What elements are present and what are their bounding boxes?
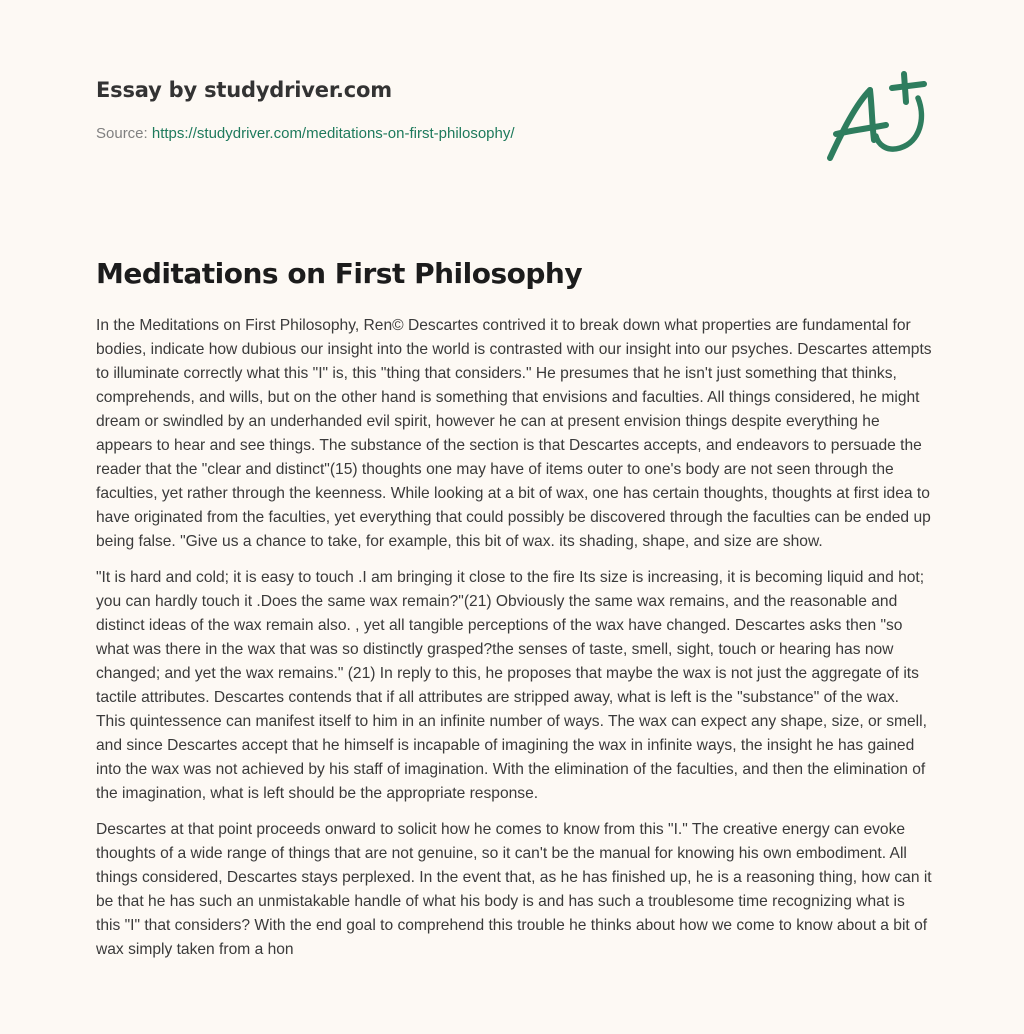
essay-paragraph: "It is hard and cold; it is easy to touch .I am bringing it close to the fire Its size is increasing, it is becoming liquid and hot; you can hardly touch it .Does the same wax remain?"(21) Obviously the same wax remains, and the reasonable and distinct ideas of the wax remain also. , yet all tangible perceptions of the wax have changed. Descartes asks then "so what was there in the wax that was so distinctly grasped?the senses of taste, smell, sight, touch or hearing has now changed; and yet the wax remains." (21) In reply to this, he proposes that maybe the wax is not just the aggregate of its tactile attributes. Descartes contends that if all attributes are stripped away, what is left is the "substance" of the wax. This quintessence can manifest itself to him in an infinite number of ways. The wax can expect any shape, size, or smell, and since Descartes accept that he himself is incapable of imagining the wax in infinite ways, the insight he has gained into the wax was not achieved by his staff of imagination. With the elimination of the faculties, and then the elimination of the imagination, what is left should be the appropriate response. [96,569,927,802]
essay-paragraph: Descartes at that point proceeds onward to solicit how he comes to know from this "I." The creative energy can evoke thoughts of a wide range of things that are not genuine, so it can't be the manual for knowing his own embodiment. All things considered, Descartes stays perplexed. In the event that, as he has finished up, he is a reasoning thing, how can it be that he has such an unmistakable handle of what his body is and has such a troublesome time recognizing what is this "I" that considers? With the end goal to comprehend this trouble he thinks about how we come to know about a bit of wax simply taken from a hon [96,821,932,958]
site-title: Essay by studydriver.com [96,78,392,102]
source-label: Source: [96,125,148,142]
essay-header [96,76,796,144]
a-plus-grade-icon [820,62,930,172]
essay-title: Meditations on First Philosophy [96,257,583,290]
source-line [96,124,796,144]
source-link[interactable]: https://studydriver.com/meditations-on-first-philosophy/ [151,125,515,142]
essay-body [96,314,932,974]
essay-paragraph: In the Meditations on First Philosophy, Ren© Descartes contrived it to break down what properties are fundamental for bodies, indicate how dubious our insight into the world is contrasted with our insight into our psyches. Descartes attempts to illuminate correctly what this "I" is, this "thing that considers." He presumes that he isn't just something that thinks, comprehends, and wills, but on the other hand is something that envisions and faculties. All things considered, he might dream or swindled by an underhanded evil spirit, however he can at present envision things despite everything he appears to hear and see things. The substance of the section is that Descartes accepts, and endeavors to persuade the reader that the "clear and distinct"(15) thoughts one may have of items outer to one's body are not seen through the faculties, yet rather through the keenness. While looking at a bit of wax, one has certain thoughts, thoughts at first idea to have originated from the faculties, yet everything that could possibly be discovered through the faculties can be ended up being false. "Give us a chance to take, for example, this bit of wax. its shading, shape, and size are show. [96,317,932,550]
